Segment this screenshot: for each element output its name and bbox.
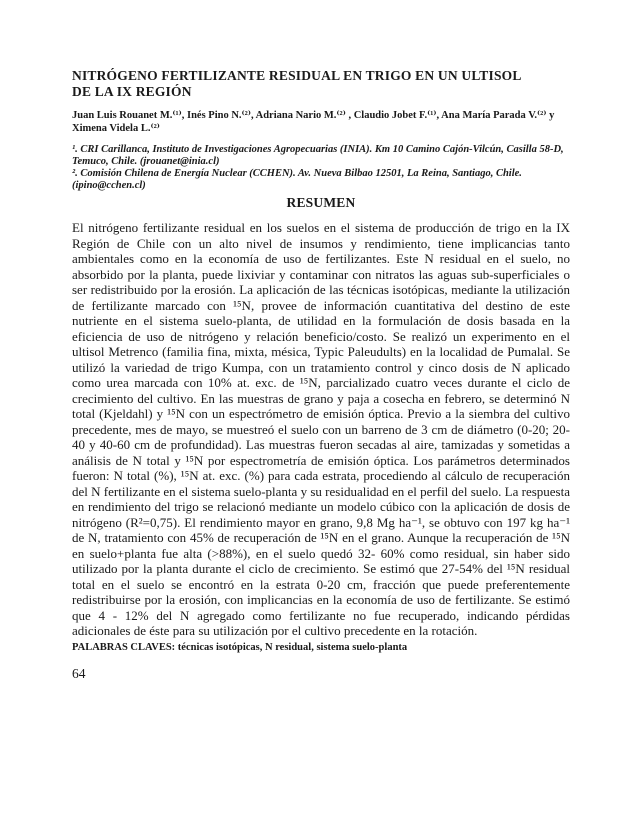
paper-title: NITRÓGENO FERTILIZANTE RESIDUAL EN TRIGO EN UN ULTISOL DE LA IX REGIÓN <box>72 68 521 99</box>
section-heading-resumen: RESUMEN <box>286 195 356 210</box>
author-list: Juan Luis Rouanet M.⁽¹⁾, Inés Pino N.⁽²⁾, Adriana Nario M.⁽²⁾ , Claudio Jobet F.⁽¹⁾, Ana María Parada V.⁽²⁾ y Ximena Videla L.⁽²⁾ <box>72 110 555 134</box>
abstract-text: El nitrógeno fertilizante residual en los suelos en el sistema de producción de trigo en la IX Región de Chile con un alto nivel de insumos y rendimiento, tiene implicancias tanto ambientales como en la economía de uso de fertilizantes. Este N residual en el suelo, no absorbido por la planta, puede lixiviar y contaminar con nitratos las aguas sub-superficiales o ser redistribuido por la erosión. La aplicación de las técnicas isotópicas, mediante la utilización de fertilizante marcado con ¹⁵N, provee de información cuantitativa del destino de este nutriente en el sistema suelo-planta, de utilidad en la formulación de dosis basada en la eficiencia de uso de nitrógeno y relación beneficio/costo. Se realizó un experimento en el ultisol Metrenco (familia fina, mixta, mésica, Typic Paleudults) en la localidad de Pumalal. Se utilizó la variedad de trigo Kumpa, con un tratamiento control y cinco dosis de N aplicado como urea marcada con 10% at. exc. de ¹⁵N, parcializado cuatro veces durante el ciclo de crecimiento del cultivo. En las muestras de grano y paja a cosecha en febrero, se determinó N total (Kjeldahl) y ¹⁵N con un espectrómetro de emisión óptica. Previo a la siembra del cultivo precedente, mes de mayo, se muestreó el suelo con un barreno de 3 cm de diámetro (0-20; 20-40 y 40-60 cm de profundidad). Las muestras fueron secadas al aire, tamizadas y sometidas a análisis de N total y ¹⁵N por espectrometría de emisión óptica. Los parámetros determinados fueron: N total (%), ¹⁵N at. exc. (%) para cada estrata, procediendo al cálculo de recuperación del N fertilizante en el sistema suelo-planta y su residualidad en el perfil del suelo. La respuesta en rendimiento del trigo se relacionó mediante un modelo cúbico con la aplicación de dosis de nitrógeno (R²=0,75). El rendimiento mayor en grano, 9,8 Mg ha⁻¹, se obtuvo con 197 kg ha⁻¹ de N, tratamiento con 45% de recuperación de ¹⁵N en el grano. Aunque la recuperación de ¹⁵N en suelo+planta fue alta (>88%), en el suelo quedó 32- 60% como residual, sin haber sido utilizado por la planta durante el ciclo de crecimiento. Se estimó que 27-54% del ¹⁵N residual total en el suelo se encontró en la estrata 0-20 cm, fracción que puede preferentemente redistribuirse por la erosión, con implicancias en la economía de uso de fertilizante. Se estimó que 4 - 12% del N agregado como fertilizante no fue recuperado, indicando pérdidas adicionales de éste para su utilización por el cultivo precedente en la rotación. <box>72 220 570 638</box>
affiliation-cchen: ². Comisión Chilena de Energía Nuclear (CCHEN). Av. Nueva Bilbao 12501, La Reina, Santiago, Chile. (ipino@cchen.cl) <box>72 168 522 191</box>
keywords-line: PALABRAS CLAVES: técnicas isotópicas, N residual, sistema suelo-planta <box>72 641 408 653</box>
affiliations-block <box>72 144 570 192</box>
affiliation-inia: ¹. CRI Carillanca, Instituto de Investigaciones Agropecuarias (INIA). Km 10 Camino Cajón-Vilcún, Casilla 58-D, Temuco, Chile. (jrouanet@inia.cl) <box>72 144 564 167</box>
page-number: 64 <box>72 665 86 681</box>
